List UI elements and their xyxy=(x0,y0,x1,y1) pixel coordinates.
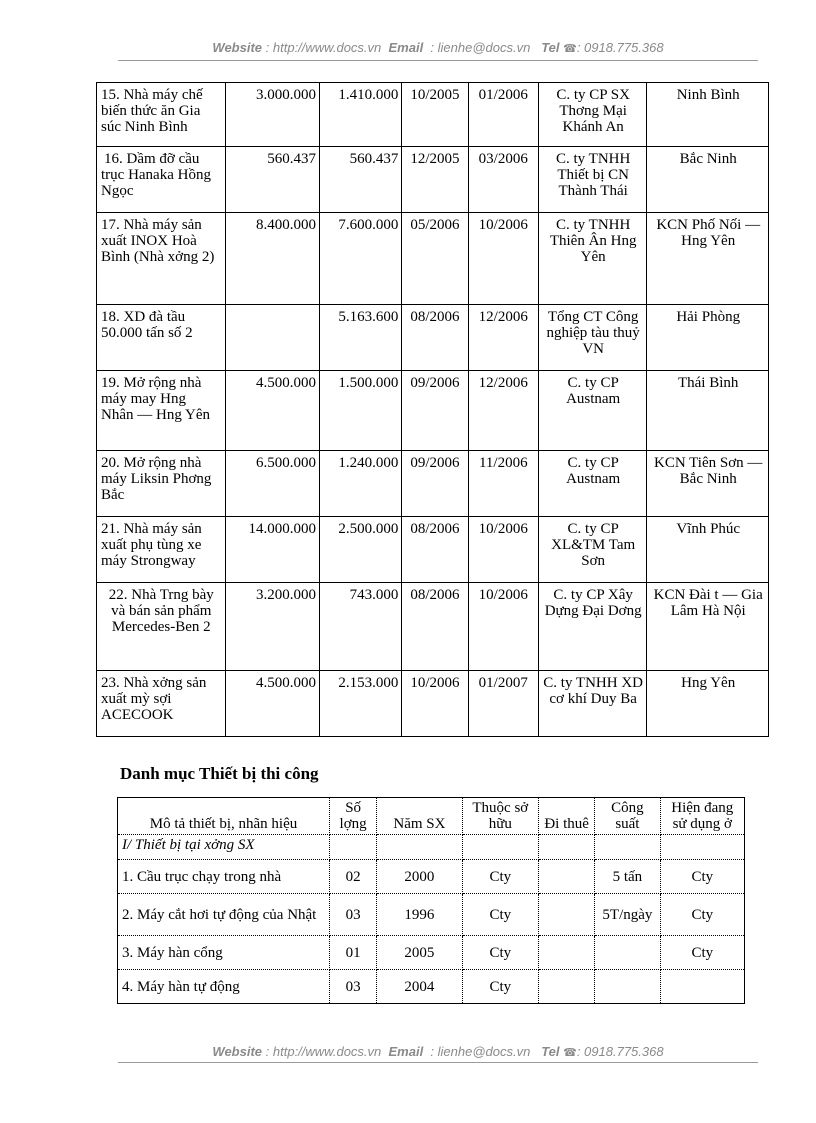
equipment-year-cell: 2005 xyxy=(377,936,462,970)
project-contractor-cell: C. ty CP XL&TM Tam Sơn xyxy=(538,517,646,583)
project-row xyxy=(97,147,769,213)
projects-table xyxy=(96,82,769,737)
footer-phone-icon: ☎ xyxy=(563,1046,577,1059)
project-start-cell: 08/2006 xyxy=(402,583,468,671)
project-name-cell: 20. Mở rộng nhà máy Liksin Phơng Bắc xyxy=(97,451,226,517)
project-end-cell: 11/2006 xyxy=(468,451,538,517)
equipment-year-cell: 1996 xyxy=(377,894,462,936)
project-contractor-cell: C. ty TNHH Thiên Ân Hng Yên xyxy=(538,213,646,305)
equipment-rent-cell xyxy=(538,936,594,970)
equipment-subheader: I/ Thiết bị tại xởng SX xyxy=(118,835,330,860)
equipment-table xyxy=(117,797,745,1004)
equipment-use-cell: Cty xyxy=(660,936,744,970)
project-end-cell: 12/2006 xyxy=(468,371,538,451)
project-value-cell: 1.500.000 xyxy=(319,371,401,451)
project-contractor-cell: C. ty CP Xây Dựng Đại Dơng xyxy=(538,583,646,671)
equipment-rent-cell xyxy=(538,970,594,1004)
project-total-cell: 560.437 xyxy=(225,147,319,213)
project-end-cell: 12/2006 xyxy=(468,305,538,371)
equipment-desc-cell: 3. Máy hàn cổng xyxy=(118,936,330,970)
project-row xyxy=(97,305,769,371)
project-total-cell: 6.500.000 xyxy=(225,451,319,517)
project-row xyxy=(97,517,769,583)
project-contractor-cell: C. ty CP Austnam xyxy=(538,451,646,517)
project-location-cell: KCN Phố Nối — Hng Yên xyxy=(647,213,769,305)
project-name-cell: 23. Nhà xởng sản xuất mỳ sợi ACECOOK xyxy=(97,671,226,737)
project-contractor-cell: C. ty TNHH Thiết bị CN Thành Thái xyxy=(538,147,646,213)
project-start-cell: 10/2005 xyxy=(402,83,468,147)
project-end-cell: 03/2006 xyxy=(468,147,538,213)
equipment-owner-cell: Cty xyxy=(462,936,538,970)
equipment-capacity-cell xyxy=(595,970,660,1004)
project-row xyxy=(97,671,769,737)
project-total-cell xyxy=(225,305,319,371)
equipment-header-cell: Thuộc sở hữu xyxy=(462,798,538,835)
equipment-owner-cell: Cty xyxy=(462,970,538,1004)
project-location-cell: Thái Bình xyxy=(647,371,769,451)
equipment-use-cell xyxy=(660,970,744,1004)
project-end-cell: 01/2007 xyxy=(468,671,538,737)
project-start-cell: 08/2006 xyxy=(402,305,468,371)
equipment-capacity-cell xyxy=(595,936,660,970)
project-value-cell: 7.600.000 xyxy=(319,213,401,305)
project-total-cell: 14.000.000 xyxy=(225,517,319,583)
equipment-rent-cell xyxy=(538,860,594,894)
footer-rule xyxy=(118,1062,758,1063)
project-row xyxy=(97,213,769,305)
project-total-cell: 8.400.000 xyxy=(225,213,319,305)
project-name-cell: 17. Nhà máy sản xuất INOX Hoà Bình (Nhà xởng 2) xyxy=(97,213,226,305)
equipment-use-cell: Cty xyxy=(660,894,744,936)
equipment-desc-cell: 1. Cầu trục chạy trong nhà xyxy=(118,860,330,894)
project-contractor-cell: C. ty TNHH XD cơ khí Duy Ba xyxy=(538,671,646,737)
project-start-cell: 09/2006 xyxy=(402,371,468,451)
project-total-cell: 4.500.000 xyxy=(225,371,319,451)
equipment-header-cell: Mô tả thiết bị, nhãn hiệu xyxy=(118,798,330,835)
project-value-cell: 560.437 xyxy=(319,147,401,213)
equipment-row xyxy=(118,936,745,970)
footer-website-label: Website xyxy=(212,1044,263,1059)
project-start-cell: 08/2006 xyxy=(402,517,468,583)
equipment-header-cell: Đi thuê xyxy=(538,798,594,835)
equipment-desc-cell: 4. Máy hàn tự động xyxy=(118,970,330,1004)
footer-tel-value: : 0918.775.368 xyxy=(576,1044,664,1059)
equipment-owner-cell: Cty xyxy=(462,894,538,936)
project-location-cell: KCN Tiên Sơn — Bắc Ninh xyxy=(647,451,769,517)
equipment-year-cell: 2004 xyxy=(377,970,462,1004)
equipment-qty-cell: 02 xyxy=(330,860,377,894)
project-name-cell: 18. XD đà tầu 50.000 tấn số 2 xyxy=(97,305,226,371)
website-label: Website xyxy=(212,40,263,55)
project-total-cell: 4.500.000 xyxy=(225,671,319,737)
project-end-cell: 01/2006 xyxy=(468,83,538,147)
tel-label: Tel xyxy=(541,40,560,55)
project-location-cell: Hng Yên xyxy=(647,671,769,737)
footer-email-value: : lienhe@docs.vn xyxy=(430,1044,531,1059)
project-value-cell: 1.240.000 xyxy=(319,451,401,517)
header-rule xyxy=(118,60,758,61)
equipment-use-cell: Cty xyxy=(660,860,744,894)
project-location-cell: KCN Đài t — Gia Lâm Hà Nội xyxy=(647,583,769,671)
footer-tel-label: Tel xyxy=(541,1044,560,1059)
project-row xyxy=(97,371,769,451)
equipment-row xyxy=(118,860,745,894)
project-end-cell: 10/2006 xyxy=(468,517,538,583)
phone-icon: ☎ xyxy=(563,42,577,55)
equipment-desc-cell: 2. Máy cắt hơi tự động của Nhật xyxy=(118,894,330,936)
equipment-row xyxy=(118,970,745,1004)
project-location-cell: Bắc Ninh xyxy=(647,147,769,213)
equipment-capacity-cell: 5T/ngày xyxy=(595,894,660,936)
project-name-cell: 16. Dầm đỡ cầu trục Hanaka Hồng Ngọc xyxy=(97,147,226,213)
project-row xyxy=(97,451,769,517)
footer-website-url: : http://www.docs.vn xyxy=(265,1044,382,1059)
project-name-cell: 15. Nhà máy chế biến thức ăn Gia súc Ninh Bình xyxy=(97,83,226,147)
project-value-cell: 2.153.000 xyxy=(319,671,401,737)
project-start-cell: 12/2005 xyxy=(402,147,468,213)
empty-cell xyxy=(595,835,660,860)
project-row xyxy=(97,83,769,147)
empty-cell xyxy=(330,835,377,860)
project-end-cell: 10/2006 xyxy=(468,583,538,671)
project-row xyxy=(97,583,769,671)
project-location-cell: Hải Phòng xyxy=(647,305,769,371)
equipment-header-cell: Số lợng xyxy=(330,798,377,835)
project-location-cell: Ninh Bình xyxy=(647,83,769,147)
project-end-cell: 10/2006 xyxy=(468,213,538,305)
project-value-cell: 2.500.000 xyxy=(319,517,401,583)
equipment-owner-cell: Cty xyxy=(462,860,538,894)
project-contractor-cell: Tổng CT Công nghiệp tàu thuỷ VN xyxy=(538,305,646,371)
tel-value: : 0918.775.368 xyxy=(576,40,664,55)
equipment-rent-cell xyxy=(538,894,594,936)
project-location-cell: Vĩnh Phúc xyxy=(647,517,769,583)
project-value-cell: 743.000 xyxy=(319,583,401,671)
project-value-cell: 1.410.000 xyxy=(319,83,401,147)
website-url: : http://www.docs.vn xyxy=(265,40,382,55)
page-footer xyxy=(118,1044,758,1059)
equipment-capacity-cell: 5 tấn xyxy=(595,860,660,894)
empty-cell xyxy=(538,835,594,860)
page-header xyxy=(118,40,758,55)
empty-cell xyxy=(660,835,744,860)
project-total-cell: 3.200.000 xyxy=(225,583,319,671)
project-contractor-cell: C. ty CP SX Thơng Mại Khánh An xyxy=(538,83,646,147)
empty-cell xyxy=(377,835,462,860)
project-name-cell: 21. Nhà máy sản xuất phụ tùng xe máy Strongway xyxy=(97,517,226,583)
equipment-header-cell: Công suất xyxy=(595,798,660,835)
project-start-cell: 10/2006 xyxy=(402,671,468,737)
equipment-qty-cell: 03 xyxy=(330,970,377,1004)
equipment-year-cell: 2000 xyxy=(377,860,462,894)
equipment-qty-cell: 03 xyxy=(330,894,377,936)
equipment-row xyxy=(118,894,745,936)
email-label: Email xyxy=(388,40,424,55)
equipment-header-cell: Hiện đang sử dụng ở xyxy=(660,798,744,835)
project-total-cell: 3.000.000 xyxy=(225,83,319,147)
project-start-cell: 09/2006 xyxy=(402,451,468,517)
project-start-cell: 05/2006 xyxy=(402,213,468,305)
project-contractor-cell: C. ty CP Austnam xyxy=(538,371,646,451)
equipment-section-title: Danh mục Thiết bị thi công xyxy=(120,764,319,783)
project-value-cell: 5.163.600 xyxy=(319,305,401,371)
empty-cell xyxy=(462,835,538,860)
email-value: : lienhe@docs.vn xyxy=(430,40,531,55)
project-name-cell: 19. Mở rộng nhà máy may Hng Nhân — Hng Yên xyxy=(97,371,226,451)
equipment-subheader-row xyxy=(118,835,745,860)
equipment-header-cell: Năm SX xyxy=(377,798,462,835)
footer-email-label: Email xyxy=(388,1044,424,1059)
project-name-cell: 22. Nhà Trng bày và bán sản phẩm Mercedes-Ben 2 xyxy=(97,583,226,671)
equipment-qty-cell: 01 xyxy=(330,936,377,970)
